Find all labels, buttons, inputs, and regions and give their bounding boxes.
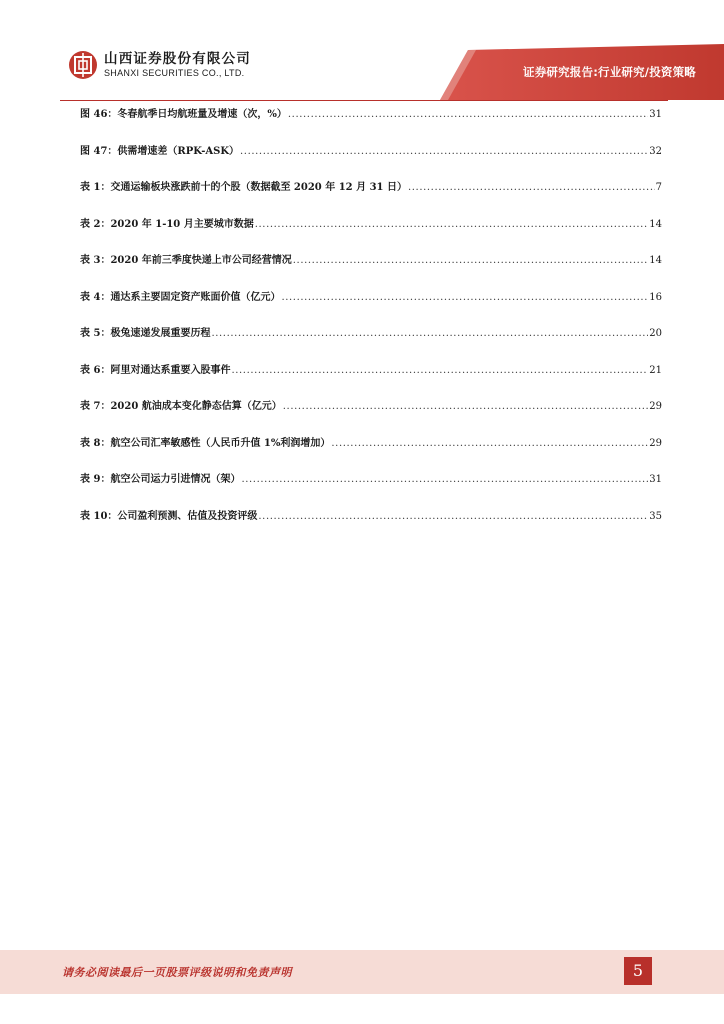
toc-leader-dots xyxy=(293,253,649,269)
toc-leader-dots xyxy=(288,107,648,123)
toc-entry-title: 表 1：交通运输板块涨跌前十的个股（数据截至 2020 年 12 月 31 日） xyxy=(80,182,407,193)
toc-entry[interactable] xyxy=(80,397,662,434)
page-footer xyxy=(0,950,724,994)
toc-entry[interactable] xyxy=(80,142,662,179)
disclaimer-notice: 请务必阅读最后一页股票评级说明和免责声明 xyxy=(62,966,292,979)
toc-leader-dots xyxy=(240,144,648,160)
toc-entry-page: 31 xyxy=(649,474,662,485)
toc-leader-dots xyxy=(283,399,649,415)
toc-entry-page: 14 xyxy=(649,255,662,266)
toc-entry[interactable] xyxy=(80,215,662,252)
toc-entry-page: 16 xyxy=(649,291,662,303)
toc-entry-title: 图 47：供需增速差（RPK-ASK） xyxy=(80,145,240,157)
toc-entry-page: 35 xyxy=(649,510,662,522)
toc-entry[interactable] xyxy=(80,507,662,544)
toc-leader-dots xyxy=(281,290,648,306)
toc-entry-title: 表 5：极兔速递发展重要历程 xyxy=(80,328,211,339)
toc-leader-dots xyxy=(258,509,648,525)
table-of-contents xyxy=(80,105,662,543)
toc-entry-title: 表 6：阿里对通达系重要入股事件 xyxy=(80,364,231,376)
toc-entry-page: 29 xyxy=(649,437,662,449)
toc-entry-title: 图 46：冬春航季日均航班量及增速（次，%） xyxy=(80,109,287,120)
toc-entry-page: 14 xyxy=(649,218,662,230)
company-seal-icon xyxy=(68,50,98,80)
toc-leader-dots xyxy=(331,436,648,452)
toc-entry[interactable] xyxy=(80,434,662,471)
toc-entry-title: 表 8：航空公司汇率敏感性（人民币升值 1%利润增加） xyxy=(80,437,331,449)
header-divider xyxy=(60,100,668,101)
toc-leader-dots xyxy=(255,217,649,233)
toc-entry-page: 7 xyxy=(655,182,662,193)
toc-entry[interactable] xyxy=(80,470,662,507)
toc-entry-page: 29 xyxy=(649,401,662,412)
toc-entry[interactable] xyxy=(80,361,662,398)
toc-entry-page: 21 xyxy=(649,364,662,376)
company-name-en: SHANXI SECURITIES CO., LTD. xyxy=(104,68,245,78)
page-header xyxy=(0,0,724,100)
toc-entry[interactable] xyxy=(80,105,662,142)
toc-leader-dots xyxy=(211,326,648,342)
toc-leader-dots xyxy=(231,363,648,379)
toc-entry-page: 32 xyxy=(649,145,662,157)
toc-entry[interactable] xyxy=(80,288,662,325)
toc-leader-dots xyxy=(241,472,648,488)
toc-leader-dots xyxy=(408,180,655,196)
toc-entry-title: 表 9：航空公司运力引进情况（架） xyxy=(80,474,241,485)
toc-entry-title: 表 10：公司盈利预测、估值及投资评级 xyxy=(80,510,258,522)
toc-entry-title: 表 7：2020 航油成本变化静态估算（亿元） xyxy=(80,401,282,412)
toc-entry-title: 表 3：2020 年前三季度快递上市公司经营情况 xyxy=(80,255,292,266)
toc-entry-title: 表 4：通达系主要固定资产账面价值（亿元） xyxy=(80,291,281,303)
toc-entry-title: 表 2：2020 年 1-10 月主要城市数据 xyxy=(80,218,254,230)
page-number: 5 xyxy=(624,957,652,985)
toc-entry-page: 20 xyxy=(649,328,662,339)
company-name-cn: 山西证券股份有限公司 xyxy=(104,51,251,67)
toc-entry[interactable] xyxy=(80,178,662,215)
toc-entry[interactable] xyxy=(80,251,662,288)
toc-entry-page: 31 xyxy=(649,109,662,120)
company-logo xyxy=(68,50,251,80)
report-type-label: 证券研究报告:行业研究/投资策略 xyxy=(523,65,696,79)
toc-entry[interactable] xyxy=(80,324,662,361)
